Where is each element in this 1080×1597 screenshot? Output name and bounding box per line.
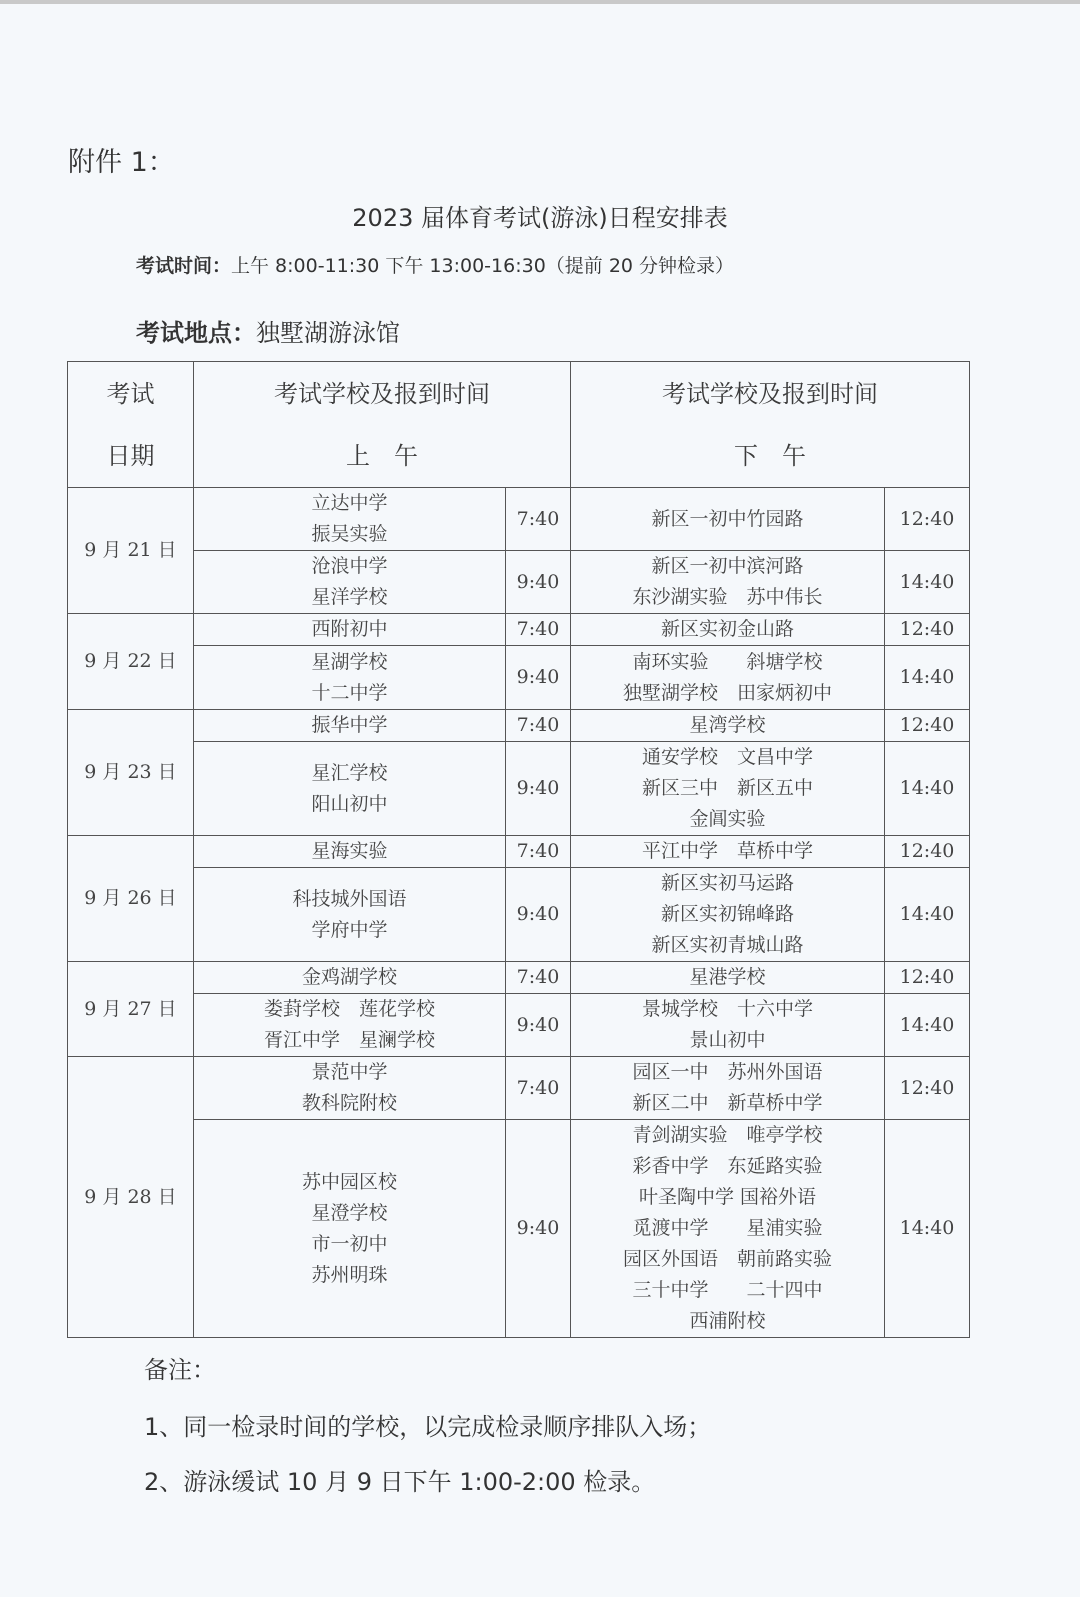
school-name: 三十中学 二十四中 — [632, 1279, 823, 1301]
note-item: 2、游泳缓试 10 月 9 日下午 1:00-2:00 检录。 — [144, 1468, 656, 1496]
header-date-line2: 日期 — [106, 441, 155, 470]
school-name: 娄葑学校 莲花学校 — [263, 998, 435, 1020]
school-name: 星港学校 — [689, 966, 766, 988]
pm-time-cell: 12:40 — [885, 710, 970, 742]
header-pm-label: 下 午 — [734, 441, 806, 470]
header-am — [194, 362, 571, 488]
attachment-label: 附件 1： — [68, 147, 175, 178]
am-time-cell: 7:40 — [506, 488, 571, 551]
pm-time-cell: 12:40 — [885, 836, 970, 868]
school-name: 新区实初锦峰路 — [660, 903, 794, 925]
notes-title: 备注： — [144, 1356, 216, 1384]
am-schools-cell — [194, 1057, 506, 1120]
table-row — [68, 962, 970, 994]
am-schools-cell — [194, 488, 506, 551]
am-schools-cell — [194, 551, 506, 614]
am-time-cell: 7:40 — [506, 962, 571, 994]
am-time-cell: 9:40 — [506, 551, 571, 614]
table-row — [68, 710, 970, 742]
table-row — [68, 836, 970, 868]
exam-date-cell: 9 月 26 日 — [68, 836, 194, 962]
schedule-table — [67, 361, 970, 1338]
school-name: 金鸡湖学校 — [301, 966, 397, 988]
exam-time-label: 考试时间： — [136, 255, 232, 277]
am-time-cell: 7:40 — [506, 710, 571, 742]
exam-date-cell: 9 月 22 日 — [68, 614, 194, 710]
pm-time-cell: 14:40 — [885, 994, 970, 1057]
pm-schools-cell — [571, 551, 885, 614]
school-name: 立达中学 — [311, 492, 388, 514]
school-name: 东沙湖实验 苏中伟长 — [632, 586, 823, 608]
note-item: 1、同一检录时间的学校，以完成检录顺序排队入场； — [144, 1413, 712, 1441]
school-name: 金阊实验 — [689, 808, 766, 830]
school-name: 胥江中学 星澜学校 — [263, 1029, 435, 1051]
table-row — [68, 646, 970, 710]
school-name: 新区一初中竹园路 — [651, 507, 804, 530]
header-date-line1: 考试 — [106, 379, 155, 408]
am-time-cell: 9:40 — [506, 868, 571, 962]
exam-place-value: 独墅湖游泳馆 — [256, 319, 400, 347]
school-name: 西浦附校 — [689, 1310, 766, 1332]
document-title: 2023 届体育考试(游泳)日程安排表 — [352, 204, 728, 232]
school-name: 叶圣陶中学 国裕外语 — [638, 1186, 817, 1208]
school-name: 新区实初金山路 — [660, 618, 794, 640]
pm-time-cell: 14:40 — [885, 646, 970, 710]
pm-time-cell: 12:40 — [885, 1057, 970, 1120]
school-name: 独墅湖学校 田家炳初中 — [622, 681, 832, 704]
school-name: 新区实初马运路 — [660, 872, 794, 894]
school-name: 苏中园区校 — [301, 1170, 397, 1193]
school-name: 觅渡中学 星浦实验 — [632, 1217, 823, 1239]
school-name: 振吴实验 — [311, 523, 388, 545]
school-name: 科技城外国语 — [292, 887, 407, 910]
school-name: 市一初中 — [311, 1232, 388, 1255]
am-schools-cell — [194, 614, 506, 646]
pm-time-cell: 12:40 — [885, 614, 970, 646]
pm-time-cell: 12:40 — [885, 488, 970, 551]
am-time-cell: 7:40 — [506, 1057, 571, 1120]
school-name: 景山初中 — [689, 1029, 766, 1051]
school-name: 星湖学校 — [311, 650, 388, 673]
exam-time-value: 上午 8:00-11:30 下午 13:00-16:30（提前 20 分钟检录） — [231, 255, 735, 277]
pm-schools-cell — [571, 1120, 885, 1338]
school-name: 南环实验 斜塘学校 — [632, 650, 823, 673]
header-pm — [571, 362, 970, 488]
table-row — [68, 868, 970, 962]
pm-schools-cell — [571, 1057, 885, 1120]
am-schools-cell — [194, 742, 506, 836]
school-name: 振华中学 — [311, 714, 388, 736]
pm-schools-cell — [571, 710, 885, 742]
table-row — [68, 1120, 970, 1338]
am-schools-cell — [194, 962, 506, 994]
pm-time-cell: 14:40 — [885, 742, 970, 836]
header-date — [68, 362, 194, 488]
school-name: 十二中学 — [311, 681, 388, 704]
school-name: 景城学校 十六中学 — [641, 998, 813, 1020]
pm-time-cell: 14:40 — [885, 1120, 970, 1338]
header-am-label: 上 午 — [346, 441, 418, 470]
school-name: 新区三中 新区五中 — [641, 777, 813, 799]
school-name: 平江中学 草桥中学 — [641, 840, 813, 862]
school-name: 星汇学校 — [311, 761, 388, 784]
pm-schools-cell — [571, 614, 885, 646]
school-name: 彩香中学 东延路实验 — [632, 1155, 823, 1177]
school-name: 景范中学 — [311, 1061, 388, 1083]
pm-time-cell: 14:40 — [885, 551, 970, 614]
school-name: 西附初中 — [311, 618, 388, 640]
am-schools-cell — [194, 994, 506, 1057]
school-name: 星湾学校 — [689, 714, 766, 736]
table-row — [68, 1057, 970, 1120]
school-name: 沧浪中学 — [311, 555, 388, 577]
school-name: 阳山初中 — [311, 792, 388, 815]
school-name: 学府中学 — [311, 918, 388, 941]
exam-place-line — [136, 313, 400, 348]
school-name: 新区一初中滨河路 — [651, 555, 804, 577]
pm-schools-cell — [571, 868, 885, 962]
am-time-cell: 7:40 — [506, 614, 571, 646]
school-name: 苏州明珠 — [311, 1263, 388, 1286]
am-schools-cell — [194, 646, 506, 710]
am-schools-cell — [194, 868, 506, 962]
top-edge-bar — [0, 0, 1080, 4]
school-name: 星澄学校 — [311, 1201, 388, 1224]
am-time-cell: 7:40 — [506, 836, 571, 868]
table-row — [68, 614, 970, 646]
am-time-cell: 9:40 — [506, 1120, 571, 1338]
exam-date-cell: 9 月 21 日 — [68, 488, 194, 614]
pm-schools-cell — [571, 836, 885, 868]
exam-date-cell: 9 月 27 日 — [68, 962, 194, 1057]
am-schools-cell — [194, 836, 506, 868]
table-row — [68, 551, 970, 614]
school-name: 园区一中 苏州外国语 — [632, 1061, 823, 1083]
exam-date-cell: 9 月 28 日 — [68, 1057, 194, 1338]
school-name: 园区外国语 朝前路实验 — [622, 1248, 832, 1270]
exam-time-line — [136, 251, 734, 278]
table-header-row — [68, 362, 970, 488]
school-name: 星洋学校 — [311, 586, 388, 608]
pm-schools-cell — [571, 962, 885, 994]
pm-schools-cell — [571, 742, 885, 836]
pm-schools-cell — [571, 994, 885, 1057]
am-time-cell: 9:40 — [506, 742, 571, 836]
pm-schools-cell — [571, 646, 885, 710]
school-name: 星海实验 — [311, 840, 388, 862]
pm-time-cell: 14:40 — [885, 868, 970, 962]
table-row — [68, 488, 970, 551]
exam-place-label: 考试地点： — [136, 319, 256, 347]
header-am-group: 考试学校及报到时间 — [274, 379, 490, 408]
exam-date-cell: 9 月 23 日 — [68, 710, 194, 836]
table-row — [68, 742, 970, 836]
am-time-cell: 9:40 — [506, 994, 571, 1057]
table-row — [68, 994, 970, 1057]
am-schools-cell — [194, 1120, 506, 1338]
header-pm-group: 考试学校及报到时间 — [662, 379, 878, 408]
am-schools-cell — [194, 710, 506, 742]
am-time-cell: 9:40 — [506, 646, 571, 710]
school-name: 青剑湖实验 唯亭学校 — [632, 1124, 823, 1146]
pm-time-cell: 12:40 — [885, 962, 970, 994]
school-name: 教科院附校 — [301, 1092, 397, 1114]
school-name: 新区实初青城山路 — [651, 934, 804, 956]
school-name: 通安学校 文昌中学 — [641, 746, 813, 768]
school-name: 新区二中 新草桥中学 — [632, 1092, 823, 1114]
pm-schools-cell — [571, 488, 885, 551]
